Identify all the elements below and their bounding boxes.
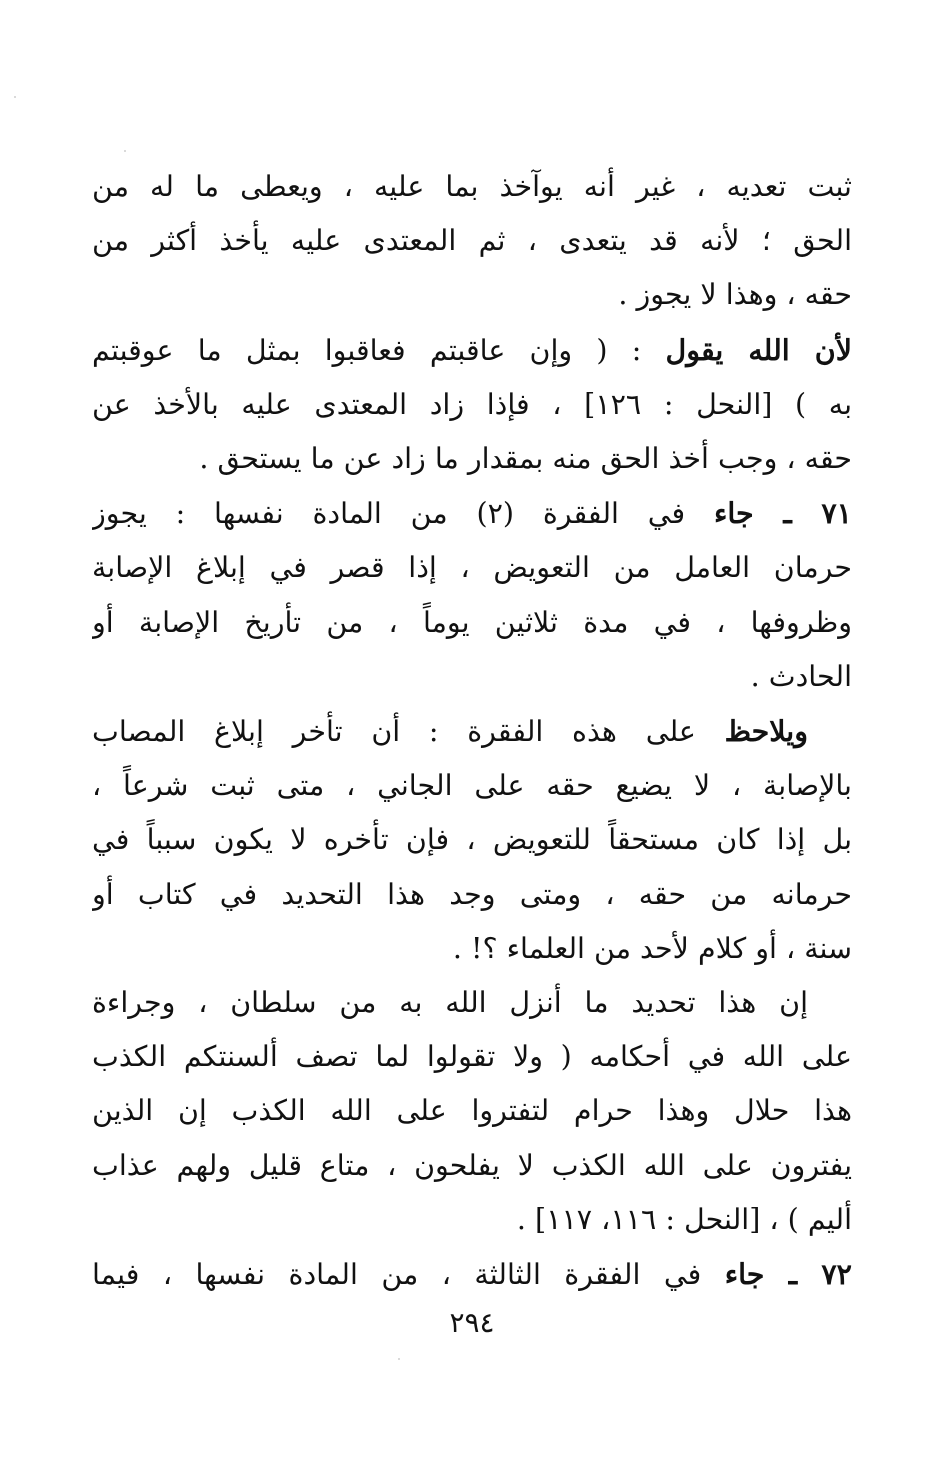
line-text: بل إذا كان مستحقاً للتعويض ، فإن تأخره لا يكون سبباً في (92, 823, 852, 857)
line-text: هذا حلال وهذا حرام لتفتروا على الله الكذب إن الذين (92, 1094, 852, 1128)
line-text: به ) [النحل : ١٢٦] ، فإذا زاد المعتدى عليه بالأخذ عن (92, 387, 852, 421)
paragraph (92, 323, 852, 487)
line-text: ثبت تعديه ، غير أنه يوآخذ بما عليه ، ويعطى ما له من (92, 170, 852, 203)
text-line (92, 813, 852, 867)
text-line (92, 868, 852, 922)
text-line (92, 704, 852, 759)
text-line (92, 486, 852, 541)
line-text: سنة ، أو كلام لأحد من العلماء ؟! . (452, 931, 852, 965)
line-text: في الفقرة (٢) من المادة نفسها : يجوز (92, 497, 714, 531)
line-text: : ( وإن عاقبتم فعاقبوا بمثل ما عوقبتم (92, 333, 666, 367)
text-line (92, 541, 852, 595)
text-line (92, 596, 852, 650)
line-text: وظروفها ، في مدة ثلاثين يوماً ، من تأريخ الإصابة أو (92, 605, 852, 639)
line-text: على الله في أحكامه ( ولا تقولوا لما تصف ألسنتكم الكذب (92, 1040, 852, 1074)
text-line (92, 976, 852, 1030)
line-text: في الفقرة الثالثة ، من المادة نفسها ، فيما (92, 1258, 725, 1292)
line-text: على هذه الفقرة : أن تأخر إبلاغ المصاب (92, 715, 725, 749)
scan-speck (398, 1358, 400, 1360)
line-text: حرمان العامل من التعويض ، إذا قصر في إبلاغ الإصابة (92, 551, 852, 585)
text-line (92, 650, 852, 704)
line-text: يفترون على الله الكذب لا يفلحون ، متاع قليل ولهم عذاب (92, 1148, 852, 1182)
text-line (92, 323, 852, 378)
bold-lead-text: ٧٢ ـ جاء (724, 1257, 852, 1292)
line-text: الحادث . (750, 659, 852, 693)
bold-lead-text: ويلاحظ (724, 714, 808, 749)
text-line (92, 160, 852, 214)
scan-speck (124, 150, 126, 152)
line-text: أليم ) ، [النحل : ١١٦، ١١٧] . (516, 1202, 852, 1236)
text-line (92, 922, 852, 976)
text-line (92, 759, 852, 813)
text-line (92, 1247, 852, 1302)
text-line (92, 1193, 852, 1247)
paragraph (92, 160, 852, 323)
paragraph (92, 486, 852, 704)
line-text: حرمانه من حقه ، ومتى وجد هذا التحديد في كتاب أو (92, 877, 852, 911)
body-text (92, 160, 852, 1302)
line-text: حقه ، وهذا لا يجوز . (618, 278, 852, 312)
scan-speck (14, 96, 16, 98)
paragraph (92, 704, 852, 976)
text-line (92, 378, 852, 432)
line-text: حقه ، وجب أخذ الحق منه بمقدار ما زاد عن ما يستحق . (199, 442, 852, 476)
line-text: إن هذا تحديد ما أنزل الله به من سلطان ، وجراءة (92, 986, 808, 1020)
bold-lead-text: لأن الله يقول (665, 332, 852, 367)
page-number: ٢٩٤ (449, 1306, 495, 1339)
bold-lead-text: ٧١ ـ جاء (713, 496, 852, 531)
text-line (92, 268, 852, 322)
text-line (92, 214, 852, 268)
line-text: الحق ؛ لأنه قد يتعدى ، ثم المعتدى عليه يأخذ أكثر من (92, 224, 852, 258)
text-line (92, 432, 852, 486)
line-text: بالإصابة ، لا يضيع حقه على الجاني ، متى ثبت شرعاً ، (92, 769, 852, 803)
text-line (92, 1084, 852, 1138)
text-line (92, 1030, 852, 1084)
text-line (92, 1139, 852, 1193)
paragraph (92, 1247, 852, 1302)
paragraph (92, 976, 852, 1247)
